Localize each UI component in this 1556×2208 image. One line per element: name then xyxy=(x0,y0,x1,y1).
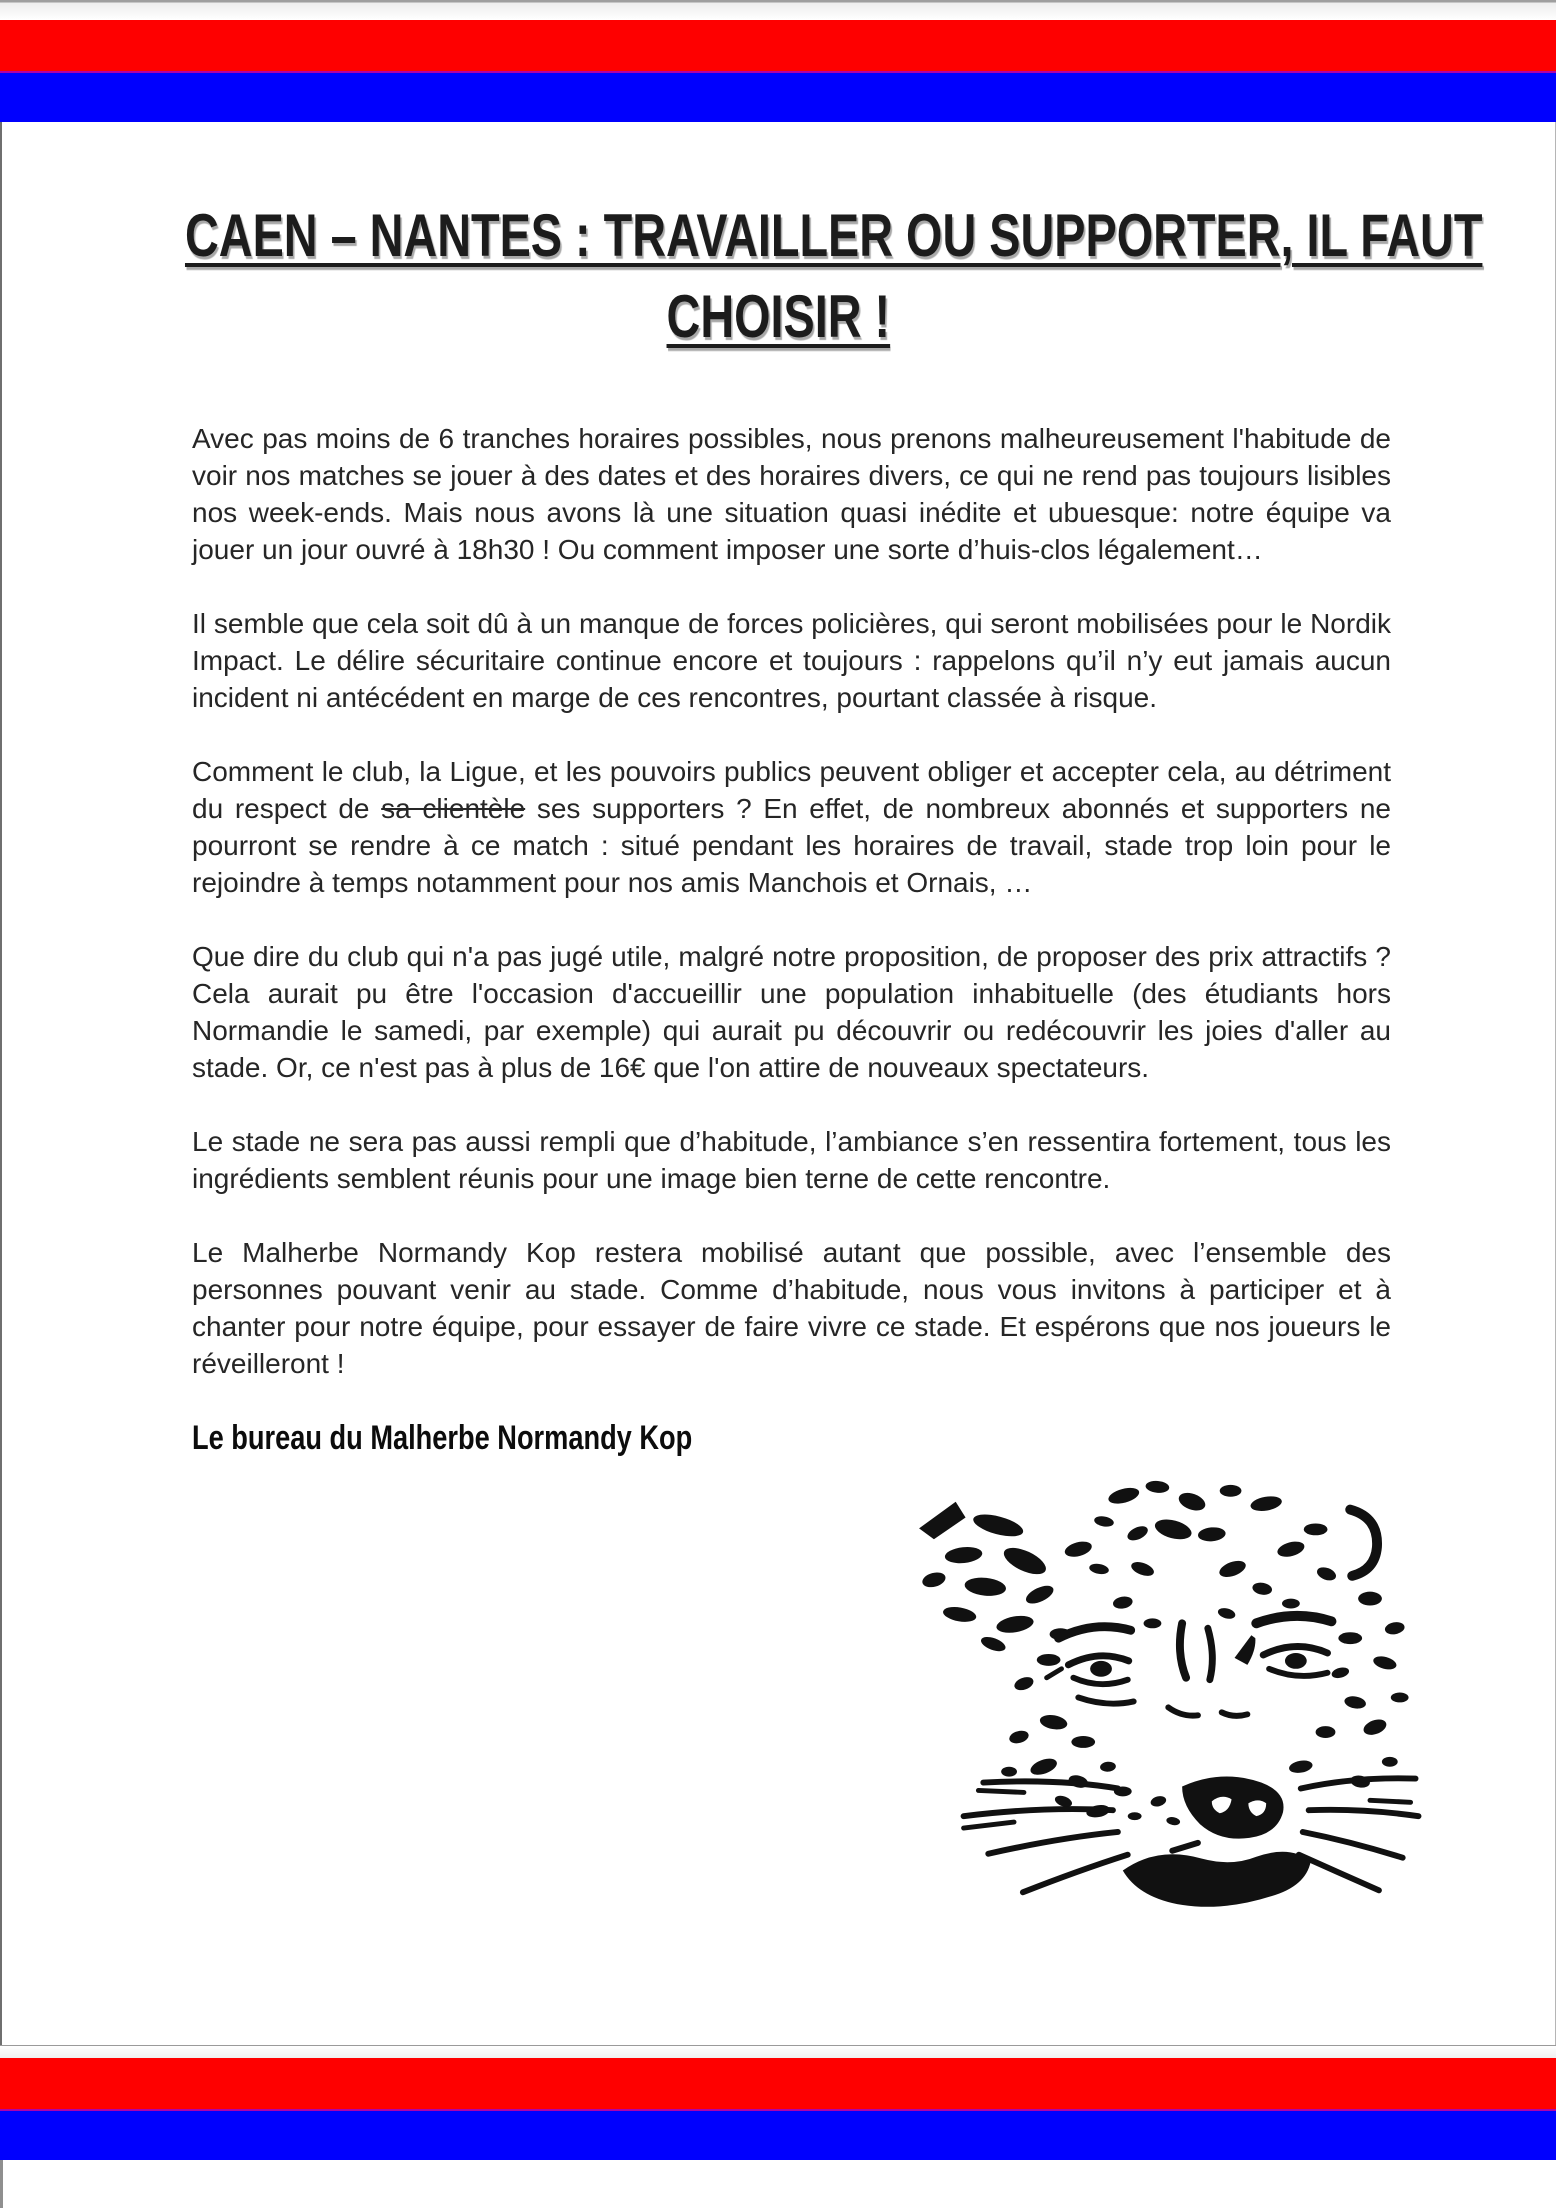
page-top-edge xyxy=(0,0,1556,20)
paragraph-1: Avec pas moins de 6 tranches horaires possibles, nous prenons malheureusement l'habitude de voir nos matches se jouer à des dates et des horaires divers, ce qui ne rend pas toujours lisibles nos week-ends. Mais nous avons là une situation quasi inédite et ubuesque: notre équipe va jouer un jour ouvré à 18h30 ! Ou comment imposer une sorte d’huis-clos légalement… xyxy=(192,423,1391,565)
paragraph-3-before: Comment le club, la Ligue, et les pouvoirs publics peuvent obliger et accepter cela, au détriment du respect de xyxy=(192,756,1391,824)
paragraph-5: Le stade ne sera pas aussi rempli que d’habitude, l’ambiance s’en ressentira fortement, tous les ingrédients semblent réunis pour une image bien terne de cette rencontre. xyxy=(192,1126,1391,1194)
page-title-line1: CAEN – NANTES : TRAVAILLER OU SUPPORTER, IL FAUT xyxy=(184,202,1483,269)
page-bottom-margin xyxy=(0,2160,1556,2208)
paragraph-3-after: ses supporters ? En effet, de nombreux abonnés et supporters ne pourront se rendre à ce match : situé pendant les horaires de travail, stade trop loin pour le rejoindre à temps notamment pour nos amis Manchois et Ornais, … xyxy=(192,793,1392,898)
paragraph-2: Il semble que cela soit dû à un manque de forces policières, qui seront mobilisées pour le Nordik Impact. Le délire sécuritaire continue encore et toujours : rappelons qu’il n’y eut jamais aucun incident ni antécédent en marge de ces rencontres, pourtant classée à risque. xyxy=(192,608,1391,713)
signature-text: Le bureau du Malherbe Normandy Kop xyxy=(192,1419,693,1457)
paragraph-3 xyxy=(192,753,1391,901)
leopard-head-stencil-svg xyxy=(873,1474,1425,1919)
page-bottom-edge xyxy=(0,2045,1556,2058)
struck-text: sa clientèle xyxy=(381,793,526,824)
signature xyxy=(192,1419,1555,1464)
page-title-line2: CHOISIR ! xyxy=(666,283,891,350)
flag-band-blue-bottom xyxy=(0,2111,1556,2160)
paragraph-6: Le Malherbe Normandy Kop restera mobilisé autant que possible, avec l’ensemble des personnes pouvant venir au stade. Comme d’habitude, nous vous invitons à participer et à chanter pour notre équipe, pour essayer de faire vivre ce stade. Et espérons que nos joueurs le réveilleront ! xyxy=(192,1237,1391,1379)
paragraph-4: Que dire du club qui n'a pas jugé utile, malgré notre proposition, de proposer des prix attractifs ? Cela aurait pu être l'occasion d'accueillir une population inhabituelle (des étudiants hors Normandie le samedi, par exemple) qui aurait pu découvrir ou redécouvrir les joies d'aller au stade. Or, ce n'est pas à plus de 16€ que l'on attire de nouveaux spectateurs. xyxy=(192,941,1391,1083)
document-body xyxy=(192,420,1391,1382)
page-title xyxy=(2,200,1555,362)
flag-band-blue-top xyxy=(0,73,1556,122)
flag-band-red-bottom xyxy=(0,2058,1556,2109)
document-page xyxy=(0,122,1556,2045)
leopard-head-image xyxy=(873,1474,1425,1919)
flag-band-red-top xyxy=(0,20,1556,71)
